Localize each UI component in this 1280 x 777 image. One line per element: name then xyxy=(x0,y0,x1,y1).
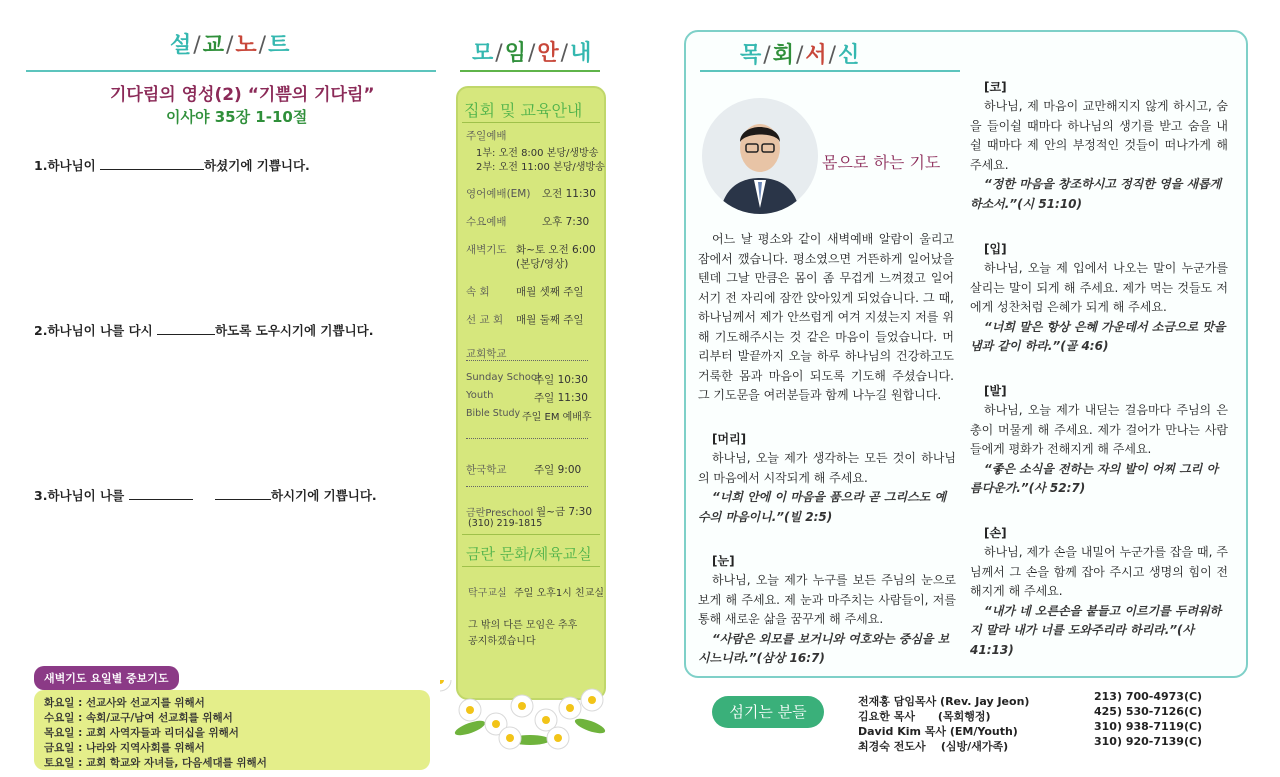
letter-prayer-title: 몸으로 하는 기도 xyxy=(822,153,941,172)
pastor-photo xyxy=(702,98,818,214)
dawn-label: 새벽기도 xyxy=(466,244,507,256)
ss-label: Sunday School xyxy=(466,372,540,383)
letter-section-nose: [코] 하나님, 제 마음이 교만해지지 않게 하시고, 숨을 들이쉴 때마다 하나님의 생기를 받고 숨을 내쉴 때마다 제 안의 부정적인 것들이 떠나가게 해 주세요. “정한 마음을 창조하시고 정직한 영을 새롭게 하소서.”(시 51:10) xyxy=(970,80,1228,211)
prayer-line: 금요일 : 나라와 지역사회를 위해서 xyxy=(44,742,205,754)
wed-value: 오후 7:30 xyxy=(542,216,590,228)
em-label: 영어예배(EM) xyxy=(466,188,531,200)
culture-title: 금란 문화/체육교실 xyxy=(466,545,592,563)
staff-row: David Kim 목사 (EM/Youth) 310) 938-7119(C) xyxy=(858,720,1203,738)
korean-label: 한국학교 xyxy=(466,464,507,476)
answer-blank[interactable] xyxy=(100,157,204,170)
sunday-service-2: 2부: 오전 11:00 본당/생방송 xyxy=(476,162,605,173)
letter-section-feet: [발] 하나님, 오늘 제가 내딛는 걸음마다 주님의 은총이 머물게 해 주세요. 제가 걸어가 만나는 사람들에게 평화가 전해지게 해 주세요. “좋은 소식을 전하는 자의 발이 어찌 그리 아름다운가.”(사 52:7) xyxy=(970,384,1228,495)
ss-value: 주일 10:30 xyxy=(534,374,588,386)
pingpong-label: 탁구교실 xyxy=(468,588,507,599)
sok-label: 속 회 xyxy=(466,286,490,298)
dotted-divider xyxy=(466,486,588,487)
meetings-heading-rule xyxy=(460,70,600,72)
meetings-heading: 모/임/안/내 xyxy=(472,41,594,66)
mission-label: 선 교 회 xyxy=(466,314,504,326)
korean-value: 주일 9:00 xyxy=(534,464,582,476)
daisy-flowers-illustration xyxy=(440,680,616,752)
preschool-phone: (310) 219-1815 xyxy=(468,518,543,529)
preschool-value: 월~금 7:30 xyxy=(536,506,593,518)
bible-value: 주일 EM 예배후 xyxy=(522,412,592,423)
letter-intro: 어느 날 평소와 같이 새벽예배 알람이 울리고 잠에서 깼습니다. 평소였으면 거뜬하게 일어났을 텐데 그날 만큼은 몸이 좀 무겁게 느껴졌고 일어서기 전 자리에 잠깐 앉아있게 되었습니다. 그 때, 하나님께서 제가 안쓰럽게 여겨 지셨는지 저를 위해 기도해주시는 것 같은 마음이 들었습니다. 머리부터 발끝까지 오늘 하루 하나님의 건강하고도 거룩한 몸과 마음이 되도록 기도해 주셨습니다. 그 기도문을 여러분들과 함께 나누길 원합니다. xyxy=(698,232,954,402)
bible-label: Bible Study xyxy=(466,408,521,419)
staff-row: 전재홍 담임목사 (Rev. Jay Jeon) 213) 700-4973(C) xyxy=(858,690,1203,708)
preschool-label: 금란Preschool xyxy=(466,508,534,519)
prayer-line: 수요일 : 속회/교구/남여 선교회를 위해서 xyxy=(44,712,233,724)
meetings-box-title: 집회 및 교육안내 xyxy=(464,101,583,120)
letter-heading-rule xyxy=(700,70,960,72)
answer-blank[interactable] xyxy=(129,487,193,500)
letter-heading: 목/회/서/신 xyxy=(740,43,862,68)
answer-blank[interactable] xyxy=(215,487,271,500)
mission-value: 매월 둘째 주일 xyxy=(516,314,584,326)
answer-blank[interactable] xyxy=(157,322,215,335)
other-meetings-2: 공지하겠습니다 xyxy=(468,636,536,647)
prayer-box xyxy=(34,690,430,770)
sunday-label: 주일예배 xyxy=(466,130,507,142)
em-value: 오전 11:30 xyxy=(542,188,596,200)
sermon-title: 기다림의 영성(2) “기쁨의 기다림” xyxy=(110,85,375,105)
prayer-line: 화요일 : 선교사와 선교지를 위해서 xyxy=(44,697,205,709)
prayer-line: 목요일 : 교회 사역자들과 리더십을 위해서 xyxy=(44,727,239,739)
dotted-divider xyxy=(466,438,588,439)
sok-value: 매월 셋째 주일 xyxy=(516,286,584,298)
staff-row: 최경숙 전도사 (심방/새가족) 310) 920-7139(C) xyxy=(858,735,1203,753)
sermon-reference: 이사야 35장 1-10절 xyxy=(166,108,308,126)
dotted-divider xyxy=(466,360,588,361)
meetings-box xyxy=(456,86,606,700)
youth-label: Youth xyxy=(466,390,494,401)
letter-section-hands: [손] 하나님, 제가 손을 내밀어 누군가를 잡을 때, 주님께서 그 손을 함께 잡아 주시고 생명의 힘이 전해지게 해 주세요. “내가 네 오른손을 붙들고 이르기를 두려워하지 말라 내가 너를 도와주리라 하리라.”(사 41:13) xyxy=(970,526,1228,657)
wed-label: 수요예배 xyxy=(466,216,507,228)
sermon-heading-rule xyxy=(26,70,436,72)
staff-row: 김요한 목사 (목회행정) 425) 530-7126(C) xyxy=(858,705,1203,723)
letter-section-mouth: [입] 하나님, 오늘 제 입에서 나오는 말이 누군가를 살리는 말이 되게 해 주세요. 제가 먹는 것들도 저에게 성찬처럼 은혜가 되게 해 주세요. “너희 말은 항상 은혜 가운데서 소금으로 맛을 냄과 같이 하라.”(골 4:6) xyxy=(970,242,1228,353)
staff-list xyxy=(858,690,1238,753)
staff-button[interactable]: 섬기는 분들 xyxy=(712,696,824,728)
sermon-question-2: 2.하나님이 나를 다시 하도록 도우시기에 기쁩니다. xyxy=(34,323,374,338)
school-label: 교회학교 xyxy=(466,348,507,360)
dawn-value-2: (본당/영상) xyxy=(516,258,569,270)
youth-value: 주일 11:30 xyxy=(534,392,588,404)
prayer-tag: 새벽기도 요일별 중보기도 xyxy=(34,666,179,690)
letter-section-head: [머리] 하나님, 오늘 제가 생각하는 모든 것이 하나님의 마음에서 시작되게 해 주세요. “너희 안에 이 마음을 품으라 곧 그리스도 예수의 마음이니.”(빌 2:5) xyxy=(698,432,956,524)
sermon-question-3: 3.하나님이 나를 하시기에 기쁩니다. xyxy=(34,488,377,503)
sunday-service-1: 1부: 오전 8:00 본당/생방송 xyxy=(476,148,599,159)
sermon-question-1: 1.하나님이 하셨기에 기쁩니다. xyxy=(34,158,310,173)
dawn-value: 화~토 오전 6:00 xyxy=(516,244,596,256)
prayer-line: 토요일 : 교회 학교와 자녀들, 다음세대를 위해서 xyxy=(44,757,267,769)
letter-section-eyes: [눈] 하나님, 오늘 제가 누구를 보든 주님의 눈으로 보게 해 주세요. 제 눈과 마주치는 사람들이, 저를 통해 새로운 삶을 꿈꾸게 해 주세요. “사람은 외모를 보거니와 여호와는 중심을 보시느니라.”(삼상 16:7) xyxy=(698,554,956,665)
sermon-heading: 설/교/노/트 xyxy=(170,33,292,58)
other-meetings-1: 그 밖의 다른 모임은 추후 xyxy=(468,620,578,631)
pingpong-value: 주일 오후1시 친교실 xyxy=(514,588,604,599)
